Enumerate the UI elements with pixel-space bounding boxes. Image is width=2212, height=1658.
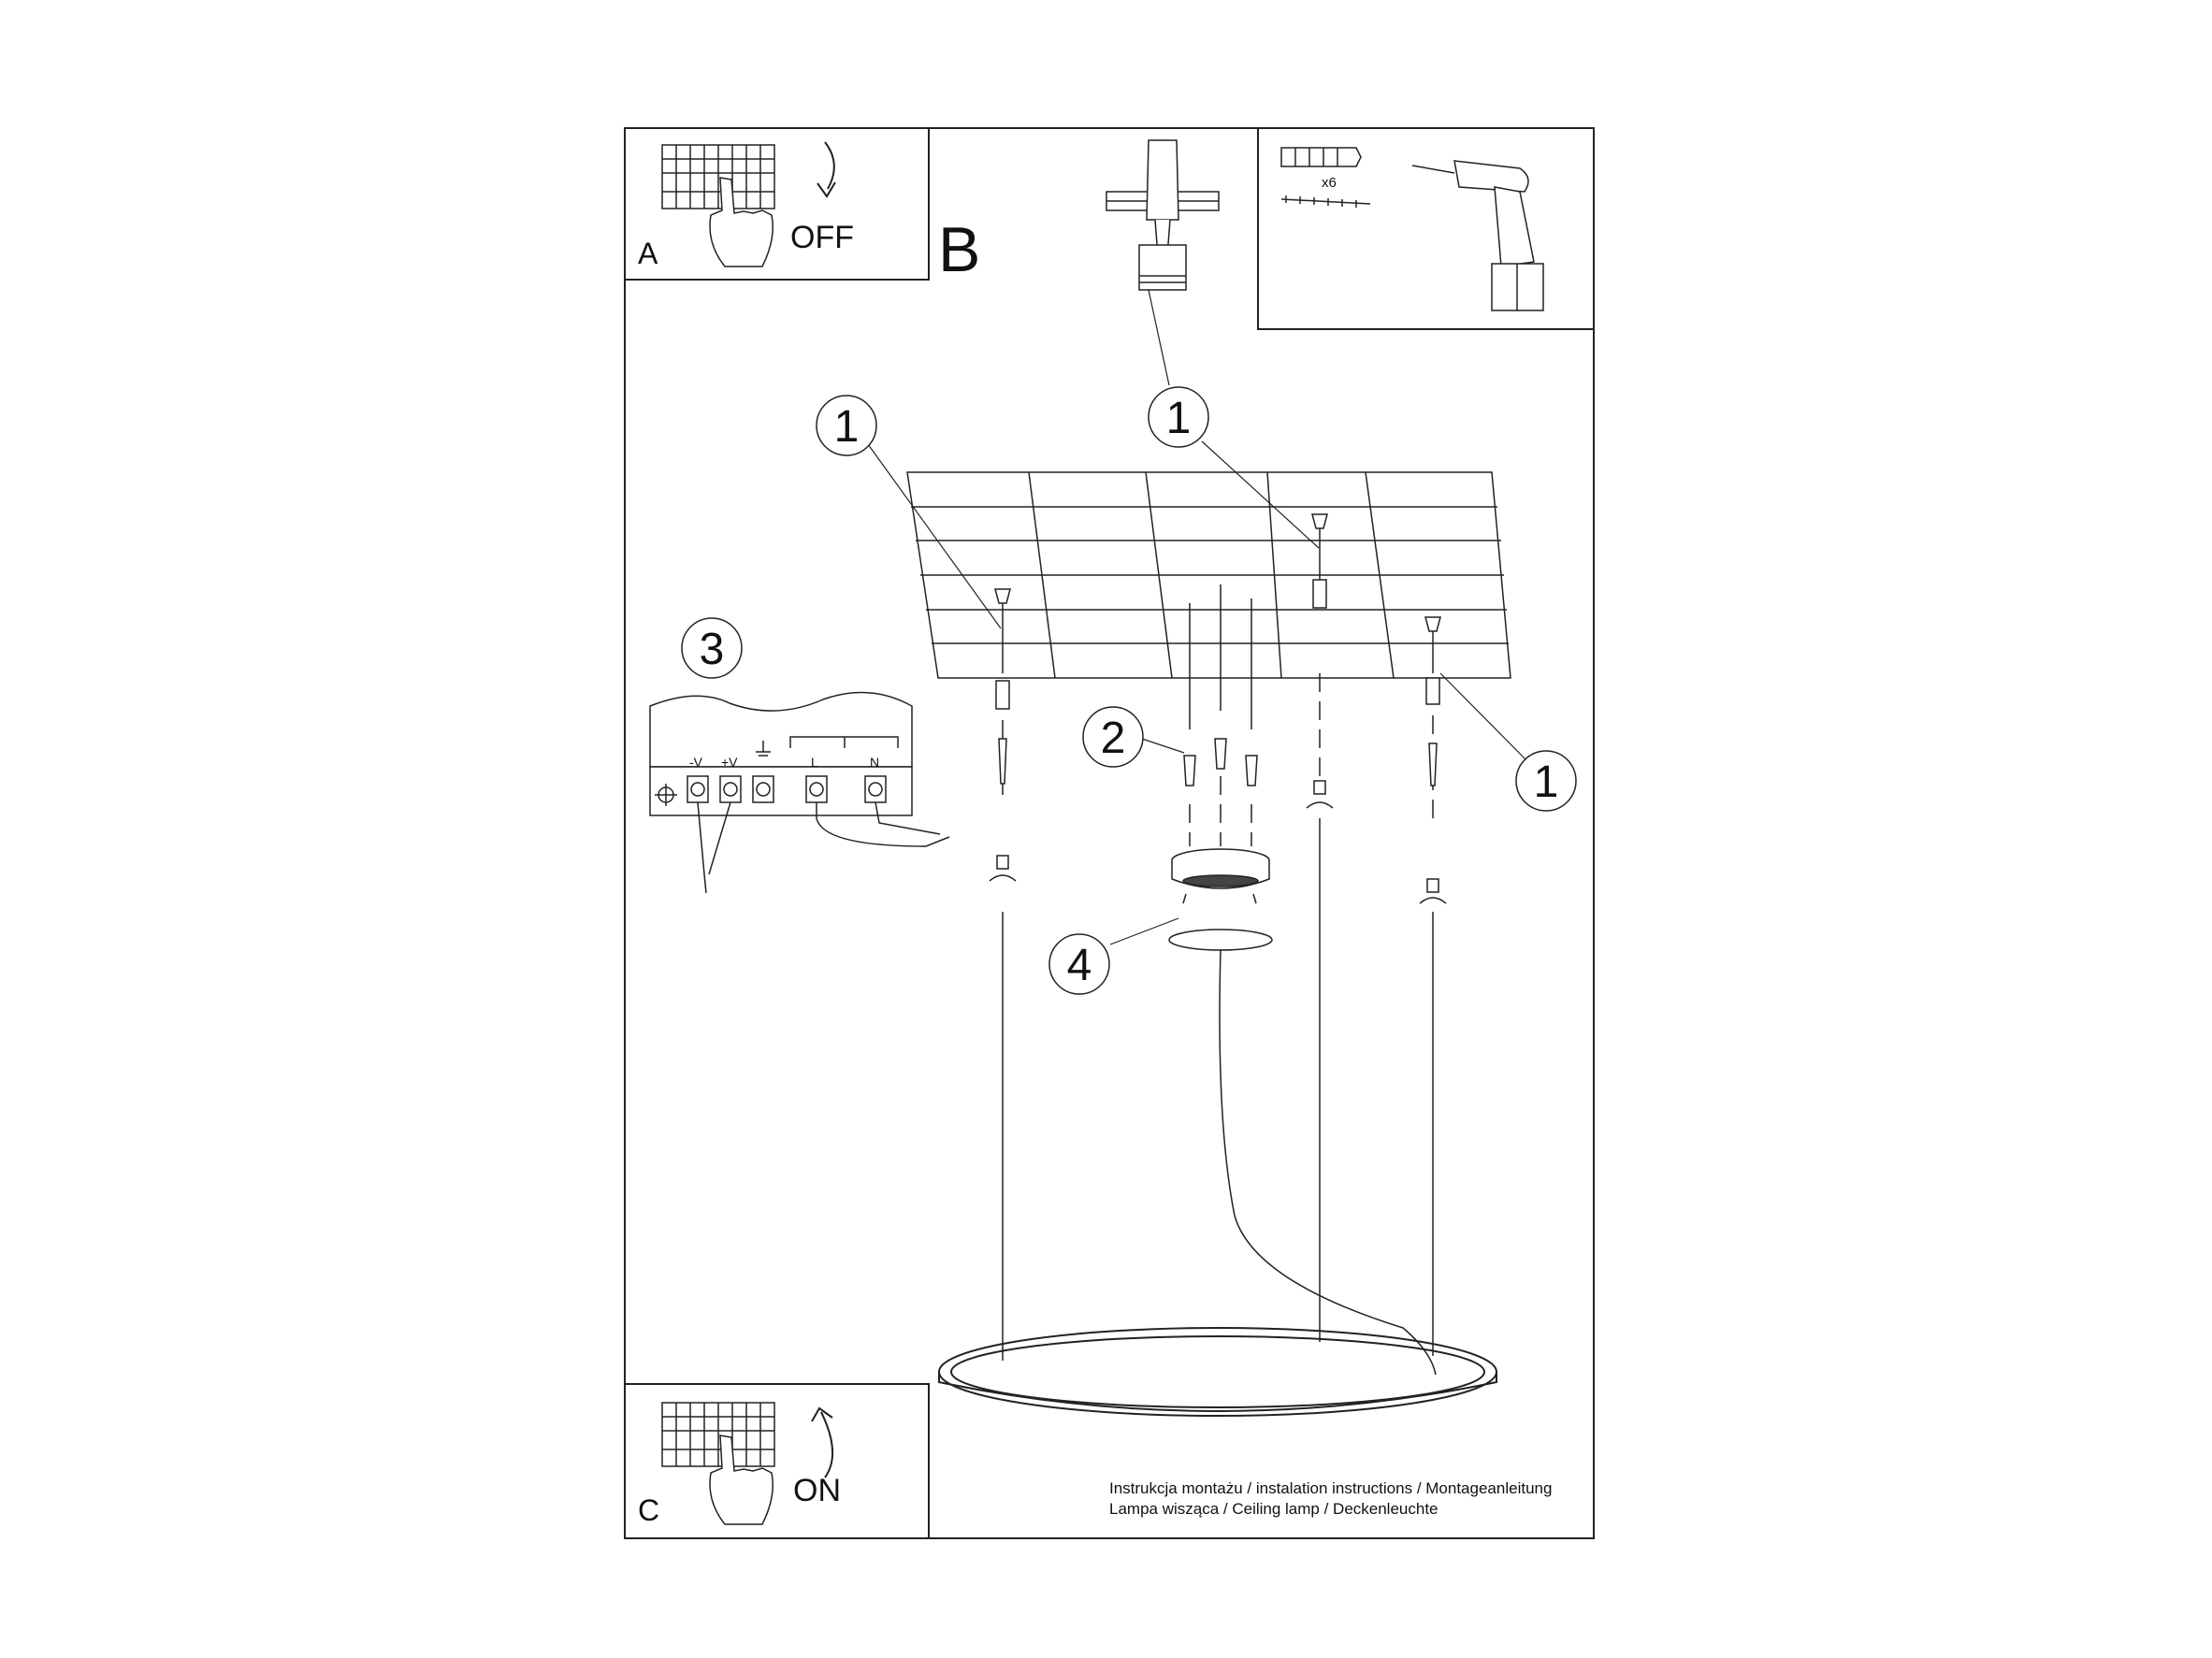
- svg-text:4: 4: [1066, 941, 1092, 990]
- power-on-label: ON: [793, 1473, 841, 1508]
- terminal-neutral: N: [870, 755, 880, 770]
- footer-subtitle: Lampa wisząca / Ceiling lamp / Deckenleuchte: [1109, 1500, 1439, 1518]
- wall-plug-icon: [1281, 148, 1361, 166]
- led-ring: [939, 1328, 1496, 1416]
- panel-b-letter: B: [938, 214, 981, 285]
- panel-a-power-off: [625, 128, 929, 280]
- terminal-block: [650, 692, 949, 893]
- power-off-label: OFF: [790, 220, 854, 255]
- callout-1-right: [1440, 673, 1576, 811]
- kit-quantity: x6: [1322, 175, 1337, 191]
- canopy: [1169, 849, 1272, 950]
- callout-1-left: [817, 396, 1001, 628]
- terminal-pos-v: +V: [721, 755, 738, 770]
- terminal-live: L: [811, 755, 818, 770]
- power-cable: [1220, 949, 1436, 1375]
- footer-title: Instrukcja montażu / instalation instructions / Montageanleitung: [1109, 1479, 1553, 1497]
- ceiling-grid: [907, 472, 1511, 678]
- kit-panel: [1258, 128, 1594, 329]
- callout-2: [1083, 707, 1184, 767]
- breaker-box-icon: [662, 1403, 774, 1466]
- svg-text:1: 1: [833, 402, 860, 452]
- panel-c-letter: C: [638, 1493, 660, 1527]
- svg-text:3: 3: [699, 625, 725, 674]
- svg-text:1: 1: [1533, 757, 1559, 807]
- arrow-up-icon: [821, 1412, 832, 1478]
- panel-c-power-on: [625, 1384, 929, 1538]
- sheet-frame: [625, 128, 1594, 1538]
- anchor-detail-icon: [1106, 140, 1219, 290]
- svg-text:1: 1: [1165, 394, 1192, 443]
- arrow-down-icon: [825, 142, 834, 189]
- svg-text:2: 2: [1100, 714, 1126, 763]
- drill-icon: [1412, 161, 1543, 310]
- terminal-neg-v: -V: [689, 755, 702, 770]
- ceiling-anchors: [995, 514, 1440, 846]
- breaker-box-icon: [662, 145, 774, 209]
- screw-icon: [1281, 195, 1370, 208]
- panel-a-letter: A: [638, 237, 658, 270]
- callout-3: [682, 618, 742, 678]
- callout-4: [1049, 918, 1178, 994]
